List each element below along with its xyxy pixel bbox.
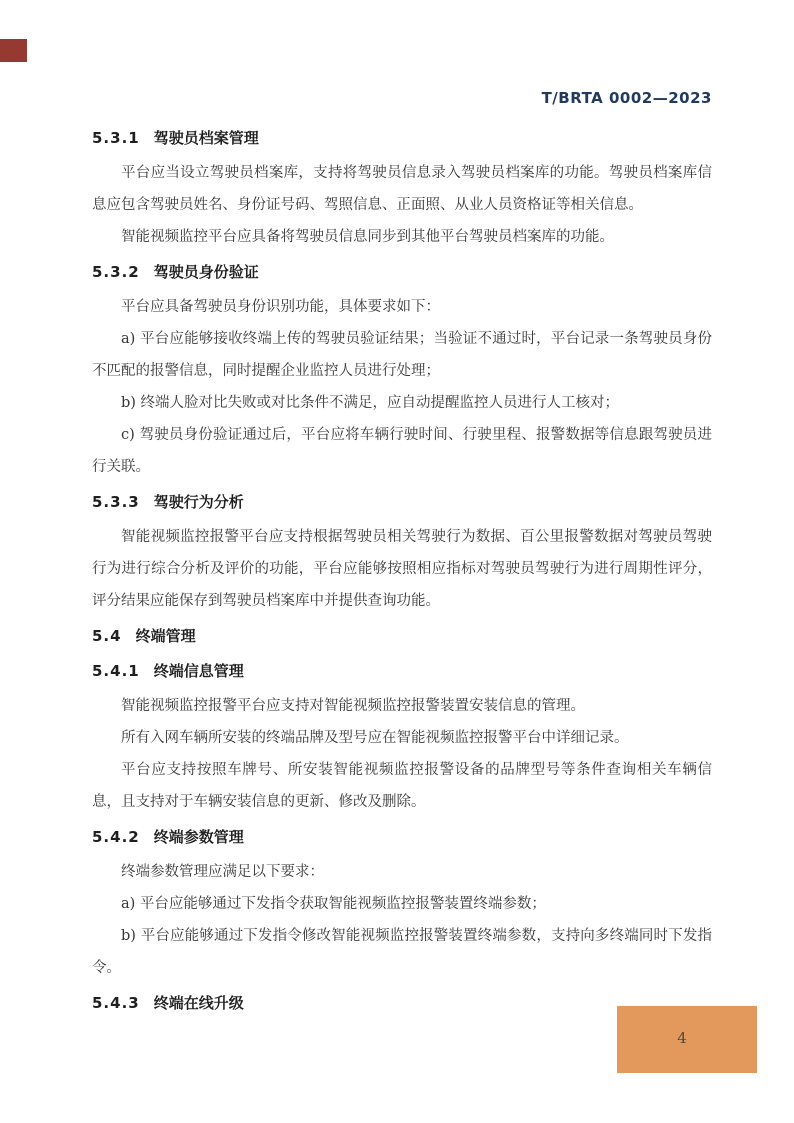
section-number: 5.3.2 [92,263,140,281]
list-item-a: a) 平台应能够接收终端上传的驾驶员验证结果；当验证不通过时，平台记录一条驾驶员身份不匹配的报警信息，同时提醒企业监控人员进行处理； [92,331,712,379]
paragraph: 终端参数管理应满足以下要求： [121,864,324,880]
paragraph: 智能视频监控报警平台应支持根据驾驶员相关驾驶行为数据、百公里报警数据对驾驶员驾驶行为进行综合分析及评价的功能，平台应能够按照相应指标对驾驶员驾驶行为进行周期性评分，评分结果应能保存到驾驶员档案库中并提供查询功能。 [92,529,712,609]
paragraph: 所有入网车辆所安装的终端品牌及型号应在智能视频监控报警平台中详细记录。 [121,730,629,746]
paragraph: 平台应具备驾驶员身份识别功能，具体要求如下： [121,299,440,315]
red-overlay-box [0,39,27,62]
paragraph: 平台应当设立驾驶员档案库，支持将驾驶员信息录入驾驶员档案库的功能。驾驶员档案库信息应包含驾驶员姓名、身份证号码、驾照信息、正面照、从业人员资格证等相关信息。 [92,165,712,213]
section-heading-5-3-1 [92,122,712,154]
paragraph: 平台应支持按照车牌号、所安装智能视频监控报警设备的品牌型号等条件查询相关车辆信息，且支持对于车辆安装信息的更新、修改及删除。 [92,762,712,810]
section-heading-5-4 [92,620,712,652]
document-code: T/BRTA 0002—2023 [541,89,712,107]
list-item-a: a) 平台应能够通过下发指令获取智能视频监控报警装置终端参数； [121,896,546,912]
list-item-b: b) 平台应能够通过下发指令修改智能视频监控报警装置终端参数，支持向多终端同时下发指令。 [92,928,712,976]
section-number: 5.4.2 [92,828,140,846]
section-number: 5.4 [92,627,122,645]
list-item-c: c) 驾驶员身份验证通过后，平台应将车辆行驶时间、行驶里程、报警数据等信息跟驾驶员进行关联。 [92,427,712,475]
section-heading-5-4-2 [92,821,712,853]
section-title: 终端信息管理 [153,662,244,680]
section-number: 5.4.3 [92,994,140,1012]
section-heading-5-4-1 [92,655,712,687]
section-title: 终端管理 [135,627,196,645]
section-title: 驾驶员档案管理 [153,129,259,147]
section-title: 驾驶行为分析 [153,493,244,511]
section-number: 5.3.1 [92,129,140,147]
section-title: 驾驶员身份验证 [153,263,259,281]
section-number: 5.4.1 [92,662,140,680]
section-number: 5.3.3 [92,493,140,511]
paragraph: 智能视频监控平台应具备将驾驶员信息同步到其他平台驾驶员档案库的功能。 [121,229,614,245]
page-number: 4 [677,1029,687,1047]
section-heading-5-3-2 [92,256,712,288]
section-heading-5-3-3 [92,486,712,518]
section-title: 终端参数管理 [153,828,244,846]
paragraph: 智能视频监控报警平台应支持对智能视频监控报警装置安装信息的管理。 [121,698,585,714]
section-title: 终端在线升级 [153,994,244,1012]
list-item-b: b) 终端人脸对比失败或对比条件不满足，应自动提醒监控人员进行人工核对； [121,395,620,411]
